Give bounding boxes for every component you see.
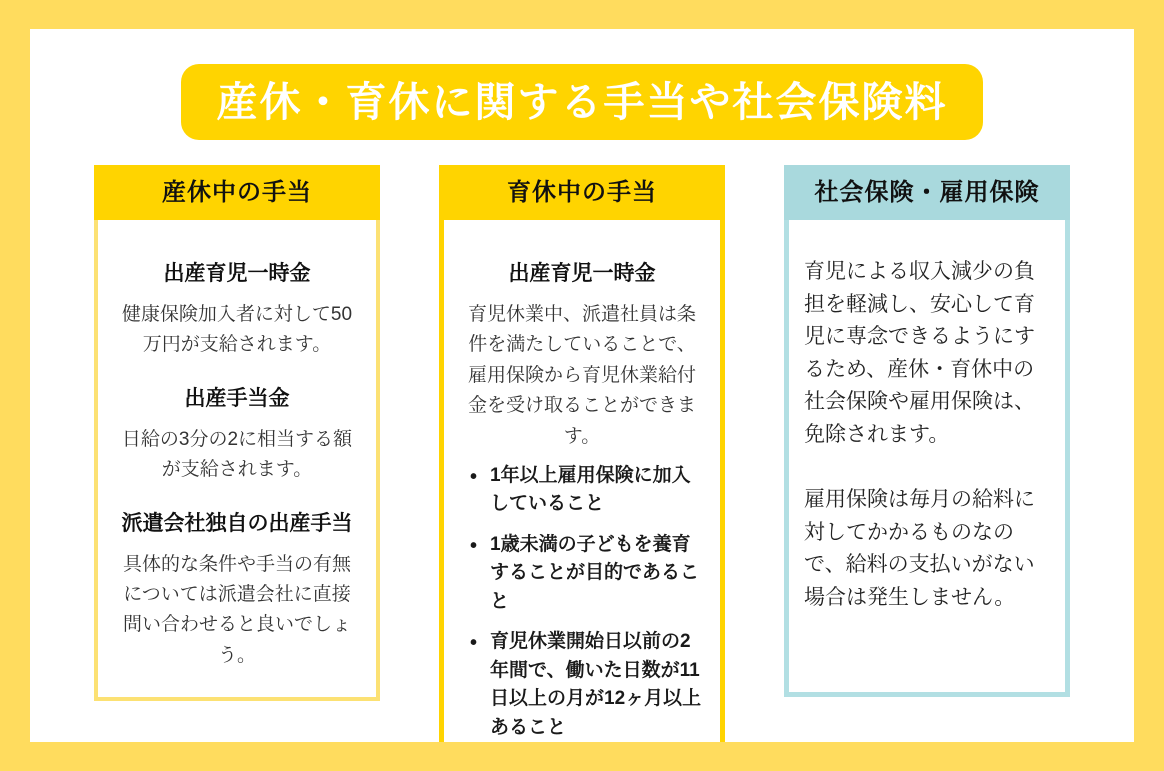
section-text: 日給の3分の2に相当する額が支給されます。: [121, 428, 353, 481]
page-title: 産休・育休に関する手当や社会保険料: [181, 64, 983, 140]
section-heading: 出産手当金: [184, 386, 290, 410]
card-header-insurance: 社会保険・雇用保険: [784, 165, 1070, 220]
section-text: 具体的な条件や手当の有無については派遣会社に直接問い合わせると良いでしょう。: [122, 553, 351, 666]
content-area: [30, 29, 1134, 742]
card-body-maternity: [94, 220, 380, 701]
card-header-childcare: 育休中の手当: [439, 165, 725, 220]
card-childcare-leave-allowance: [439, 165, 725, 738]
card-body-childcare: [439, 220, 725, 742]
insurance-paragraph: 育児による収入減少の負担を軽減し、安心して育児に専念できるようにするため、産休・育休中の社会保険や雇用保険は、免除されます。: [804, 260, 1035, 446]
section-heading: 出産育児一時金: [163, 262, 311, 285]
card-maternity-leave-allowance: [94, 165, 380, 697]
section-heading: 出産育児一時金: [508, 262, 656, 285]
card-social-insurance: [784, 165, 1070, 697]
condition-item: • 1年以上雇用保険に加入していること: [466, 462, 704, 519]
card-header-maternity: 産休中の手当: [94, 165, 380, 220]
condition-list: [466, 462, 704, 742]
condition-item: • 1歳未満の子どもを養育することが目的であること: [466, 531, 704, 617]
section-text: 健康保険加入者に対して50万円が支給されます。: [121, 304, 353, 356]
card-body-insurance: [784, 220, 1070, 697]
section-heading: 派遣会社独自の出産手当: [121, 511, 353, 535]
condition-item: • 育児休業開始日以前の2年間で、働いた日数が11日以上の月が12ヶ月以上あること: [466, 628, 704, 742]
insurance-paragraph: 雇用保険は毎月の給料に対してかかるものなので、給料の支払いがない場合は発生しません。: [804, 488, 1035, 609]
section-text: 育児休業中、派遣社員は条件を満たしていることで、雇用保険から育児休業給付金を受け取ることができます。: [467, 304, 696, 447]
columns-row: [30, 165, 1134, 738]
